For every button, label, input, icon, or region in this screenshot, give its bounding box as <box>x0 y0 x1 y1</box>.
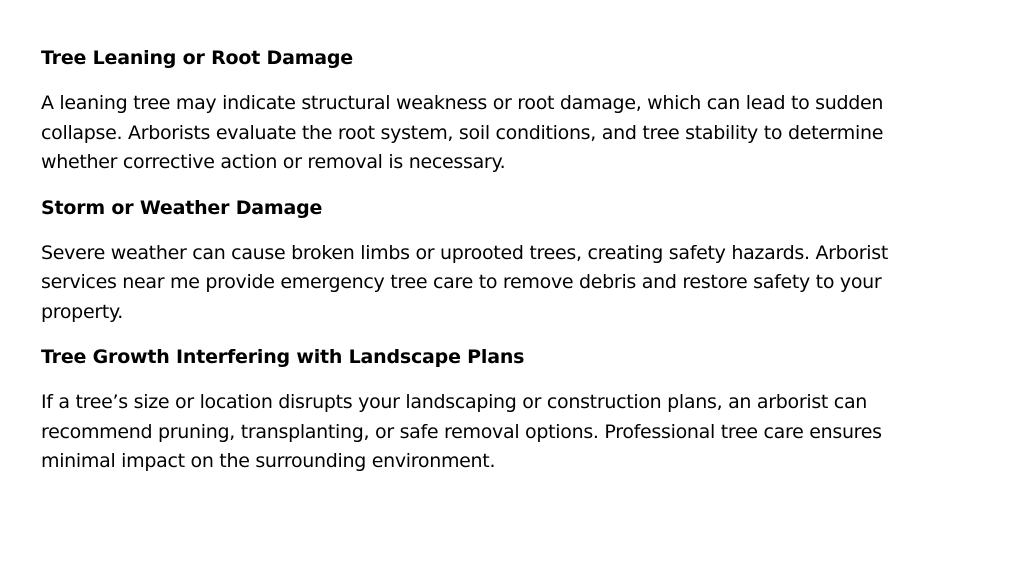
section-tree-growth <box>41 343 941 477</box>
section-heading: Storm or Weather Damage <box>41 196 323 219</box>
section-paragraph: Severe weather can cause broken limbs or uprooted trees, creating safety hazards. Arborist services near me provide emergency tree care to remove debris and restore safety to your property. <box>41 241 888 323</box>
section-tree-leaning <box>41 44 941 178</box>
document-content <box>41 44 941 493</box>
section-heading: Tree Growth Interfering with Landscape Plans <box>41 346 525 368</box>
section-paragraph: A leaning tree may indicate structural weakness or root damage, which can lead to sudden collapse. Arborists evaluate the root system, soil conditions, and tree stability to determine whether corrective action or removal is necessary. <box>41 92 884 173</box>
section-paragraph: If a tree’s size or location disrupts your landscaping or construction plans, an arborist can recommend pruning, transplanting, or safe removal options. Professional tree care ensures minimal impact on the surrounding environment. <box>41 391 882 472</box>
section-storm-damage <box>41 194 941 328</box>
section-heading: Tree Leaning or Root Damage <box>41 47 353 69</box>
